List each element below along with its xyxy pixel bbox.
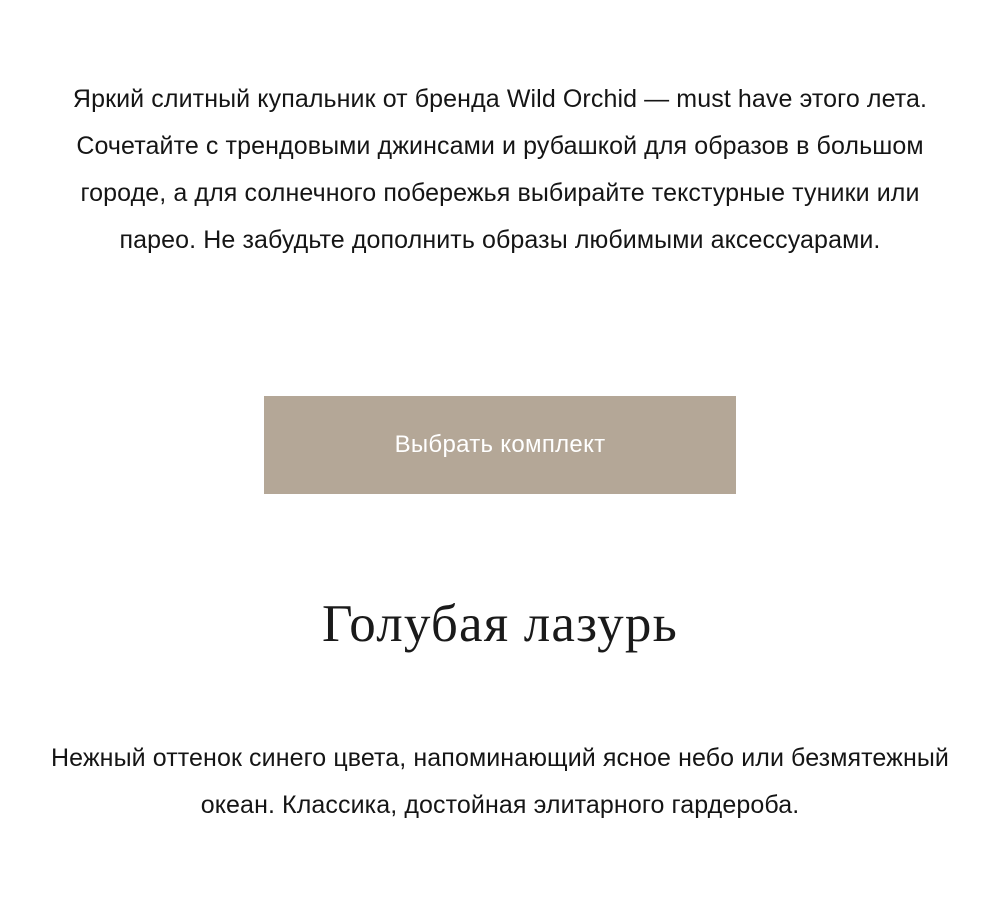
section-description-block [50, 735, 950, 829]
section-description: Нежный оттенок синего цвета, напоминающий ясное небо или безмятежный океан. Классика, достойная элитарного гардероба. [50, 744, 949, 819]
cta-container [264, 396, 736, 494]
section-title: Голубая лазурь [322, 595, 678, 653]
intro-text-block [60, 76, 940, 264]
choose-set-button[interactable]: Выбрать комплект [264, 396, 736, 494]
intro-paragraph: Яркий слитный купальник от бренда Wild Orchid — must have этого лета. Сочетайте с трендовыми джинсами и рубашкой для образов в большом городе, а для солнечного побережья выбирайте текстурные туники или парео. Не забудьте дополнить образы любимыми аксессуарами. [72, 85, 928, 254]
